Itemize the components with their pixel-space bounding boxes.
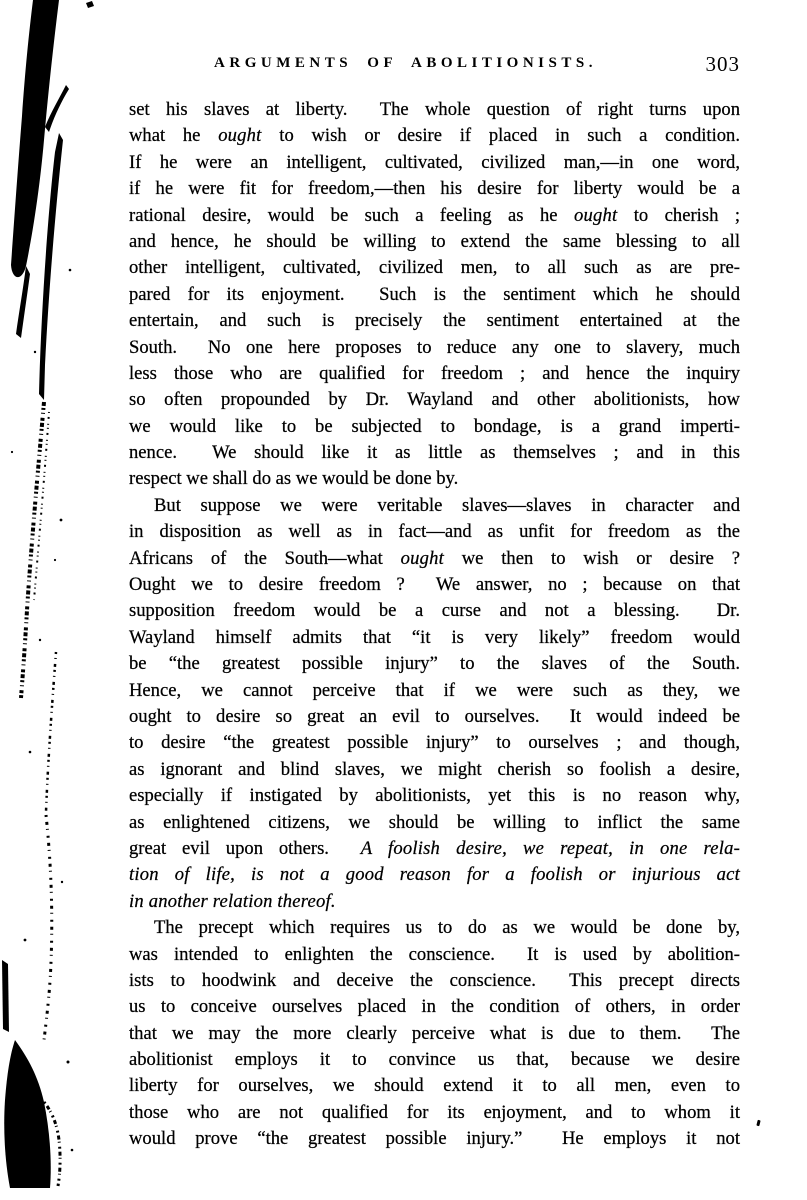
text-line: would prove “the greatest possible injury.” He employs it not xyxy=(129,1128,740,1150)
text-line: what he ought to wish or desire if placed in such a condition. xyxy=(129,125,740,147)
text-line: Ought we to desire freedom ? We answer, no ; because on that xyxy=(129,574,740,596)
ink-tick-right xyxy=(756,1120,760,1127)
text-line: other intelligent, cultivated, civilized men, to all such as are pre- xyxy=(129,257,740,279)
text-line: rational desire, would be such a feeling as he ought to cherish ; xyxy=(129,204,740,226)
text-line: us to conceive ourselves placed in the condition of others, in order xyxy=(129,996,740,1018)
text-line: supposition freedom would be a curse and not a blessing. Dr. xyxy=(129,600,740,622)
text-line: in another relation thereof. xyxy=(129,890,336,912)
text-line: nence. We should like it as little as themselves ; and in this xyxy=(129,442,740,464)
text-line: pared for its enjoyment. Such is the sentiment which he should xyxy=(129,283,740,305)
text-line: as ignorant and blind slaves, we might cherish so foolish a desire, xyxy=(129,758,740,780)
scan-artifacts xyxy=(0,0,120,1200)
paragraph xyxy=(129,97,740,493)
text-line: especially if instigated by abolitionists, yet this is no reason why, xyxy=(129,785,740,807)
text-line: less those who are qualified for freedom ; and hence the inquiry xyxy=(129,362,740,384)
paragraph xyxy=(129,915,740,1153)
text-line: great evil upon others. A foolish desire, we repeat, in one rela- xyxy=(129,837,740,859)
text-line: those who are not qualified for its enjoyment, and to whom it xyxy=(129,1101,740,1123)
text-line: Hence, we cannot perceive that if we were such as they, we xyxy=(129,679,740,701)
text-line: in disposition as well as in fact—and as unfit for freedom as the xyxy=(129,521,740,543)
text-line: Wayland himself admits that “it is very likely” freedom would xyxy=(129,626,740,648)
text-line: ists to hoodwink and deceive the conscience. This precept directs xyxy=(129,969,740,991)
text-line: if he were fit for freedom,—then his desire for liberty would be a xyxy=(129,178,740,200)
ink-tick-top xyxy=(86,1,94,8)
text-line: as enlightened citizens, we should be willing to inflict the same xyxy=(129,811,740,833)
text-line: be “the greatest possible injury” to the slaves of the South. xyxy=(129,653,740,675)
ink-blob-bottom xyxy=(4,1040,51,1188)
text-line: set his slaves at liberty. The whole question of right turns upon xyxy=(129,99,740,120)
text-line: to desire “the greatest possible injury” to ourselves ; and though, xyxy=(129,732,740,754)
text-line: South. No one here proposes to reduce any one to slavery, much xyxy=(129,336,740,358)
text-line: that we may the more clearly perceive what is due to them. The xyxy=(129,1022,740,1044)
ink-streak-top xyxy=(11,0,59,277)
text-line: tion of life, is not a good reason for a foolish or injurious act xyxy=(129,864,740,886)
ink-sliver-left xyxy=(2,960,9,1032)
text-line: was intended to enlighten the conscience. It is used by abolition- xyxy=(129,943,740,965)
text-line: respect we shall do as we would be done by. xyxy=(129,468,459,490)
text-line: The precept which requires us to do as we would be done by, xyxy=(154,917,740,939)
paragraph xyxy=(129,493,740,915)
text-line: Africans of the South—what ought we then to wish or desire ? xyxy=(129,547,740,569)
text-line: and hence, he should be willing to extend the same blessing to all xyxy=(129,230,740,252)
text-line: ought to desire so great an evil to ourselves. It would indeed be xyxy=(129,705,740,727)
text-line: so often propounded by Dr. Wayland and other abolitionists, how xyxy=(129,389,740,411)
text-line: But suppose we were veritable slaves—slaves in character and xyxy=(154,494,740,516)
ink-streak-long xyxy=(39,133,63,400)
page-number: 303 xyxy=(705,52,740,76)
running-title: ARGUMENTS OF ABOLITIONISTS. xyxy=(214,55,597,71)
text-line: abolitionist employs it to convince us that, because we desire xyxy=(129,1049,740,1071)
text-line: entertain, and such is precisely the sentiment entertained at the xyxy=(129,310,740,332)
page-header xyxy=(129,52,740,78)
page-body xyxy=(129,97,740,1153)
text-line: liberty for ourselves, we should extend it to all men, even to xyxy=(129,1075,740,1097)
text-line: If he were an intelligent, cultivated, civilized man,—in one word, xyxy=(129,151,740,173)
ink-streak-hair xyxy=(45,85,69,132)
text-line: we would like to be subjected to bondage, is a grand imperti- xyxy=(129,415,740,437)
